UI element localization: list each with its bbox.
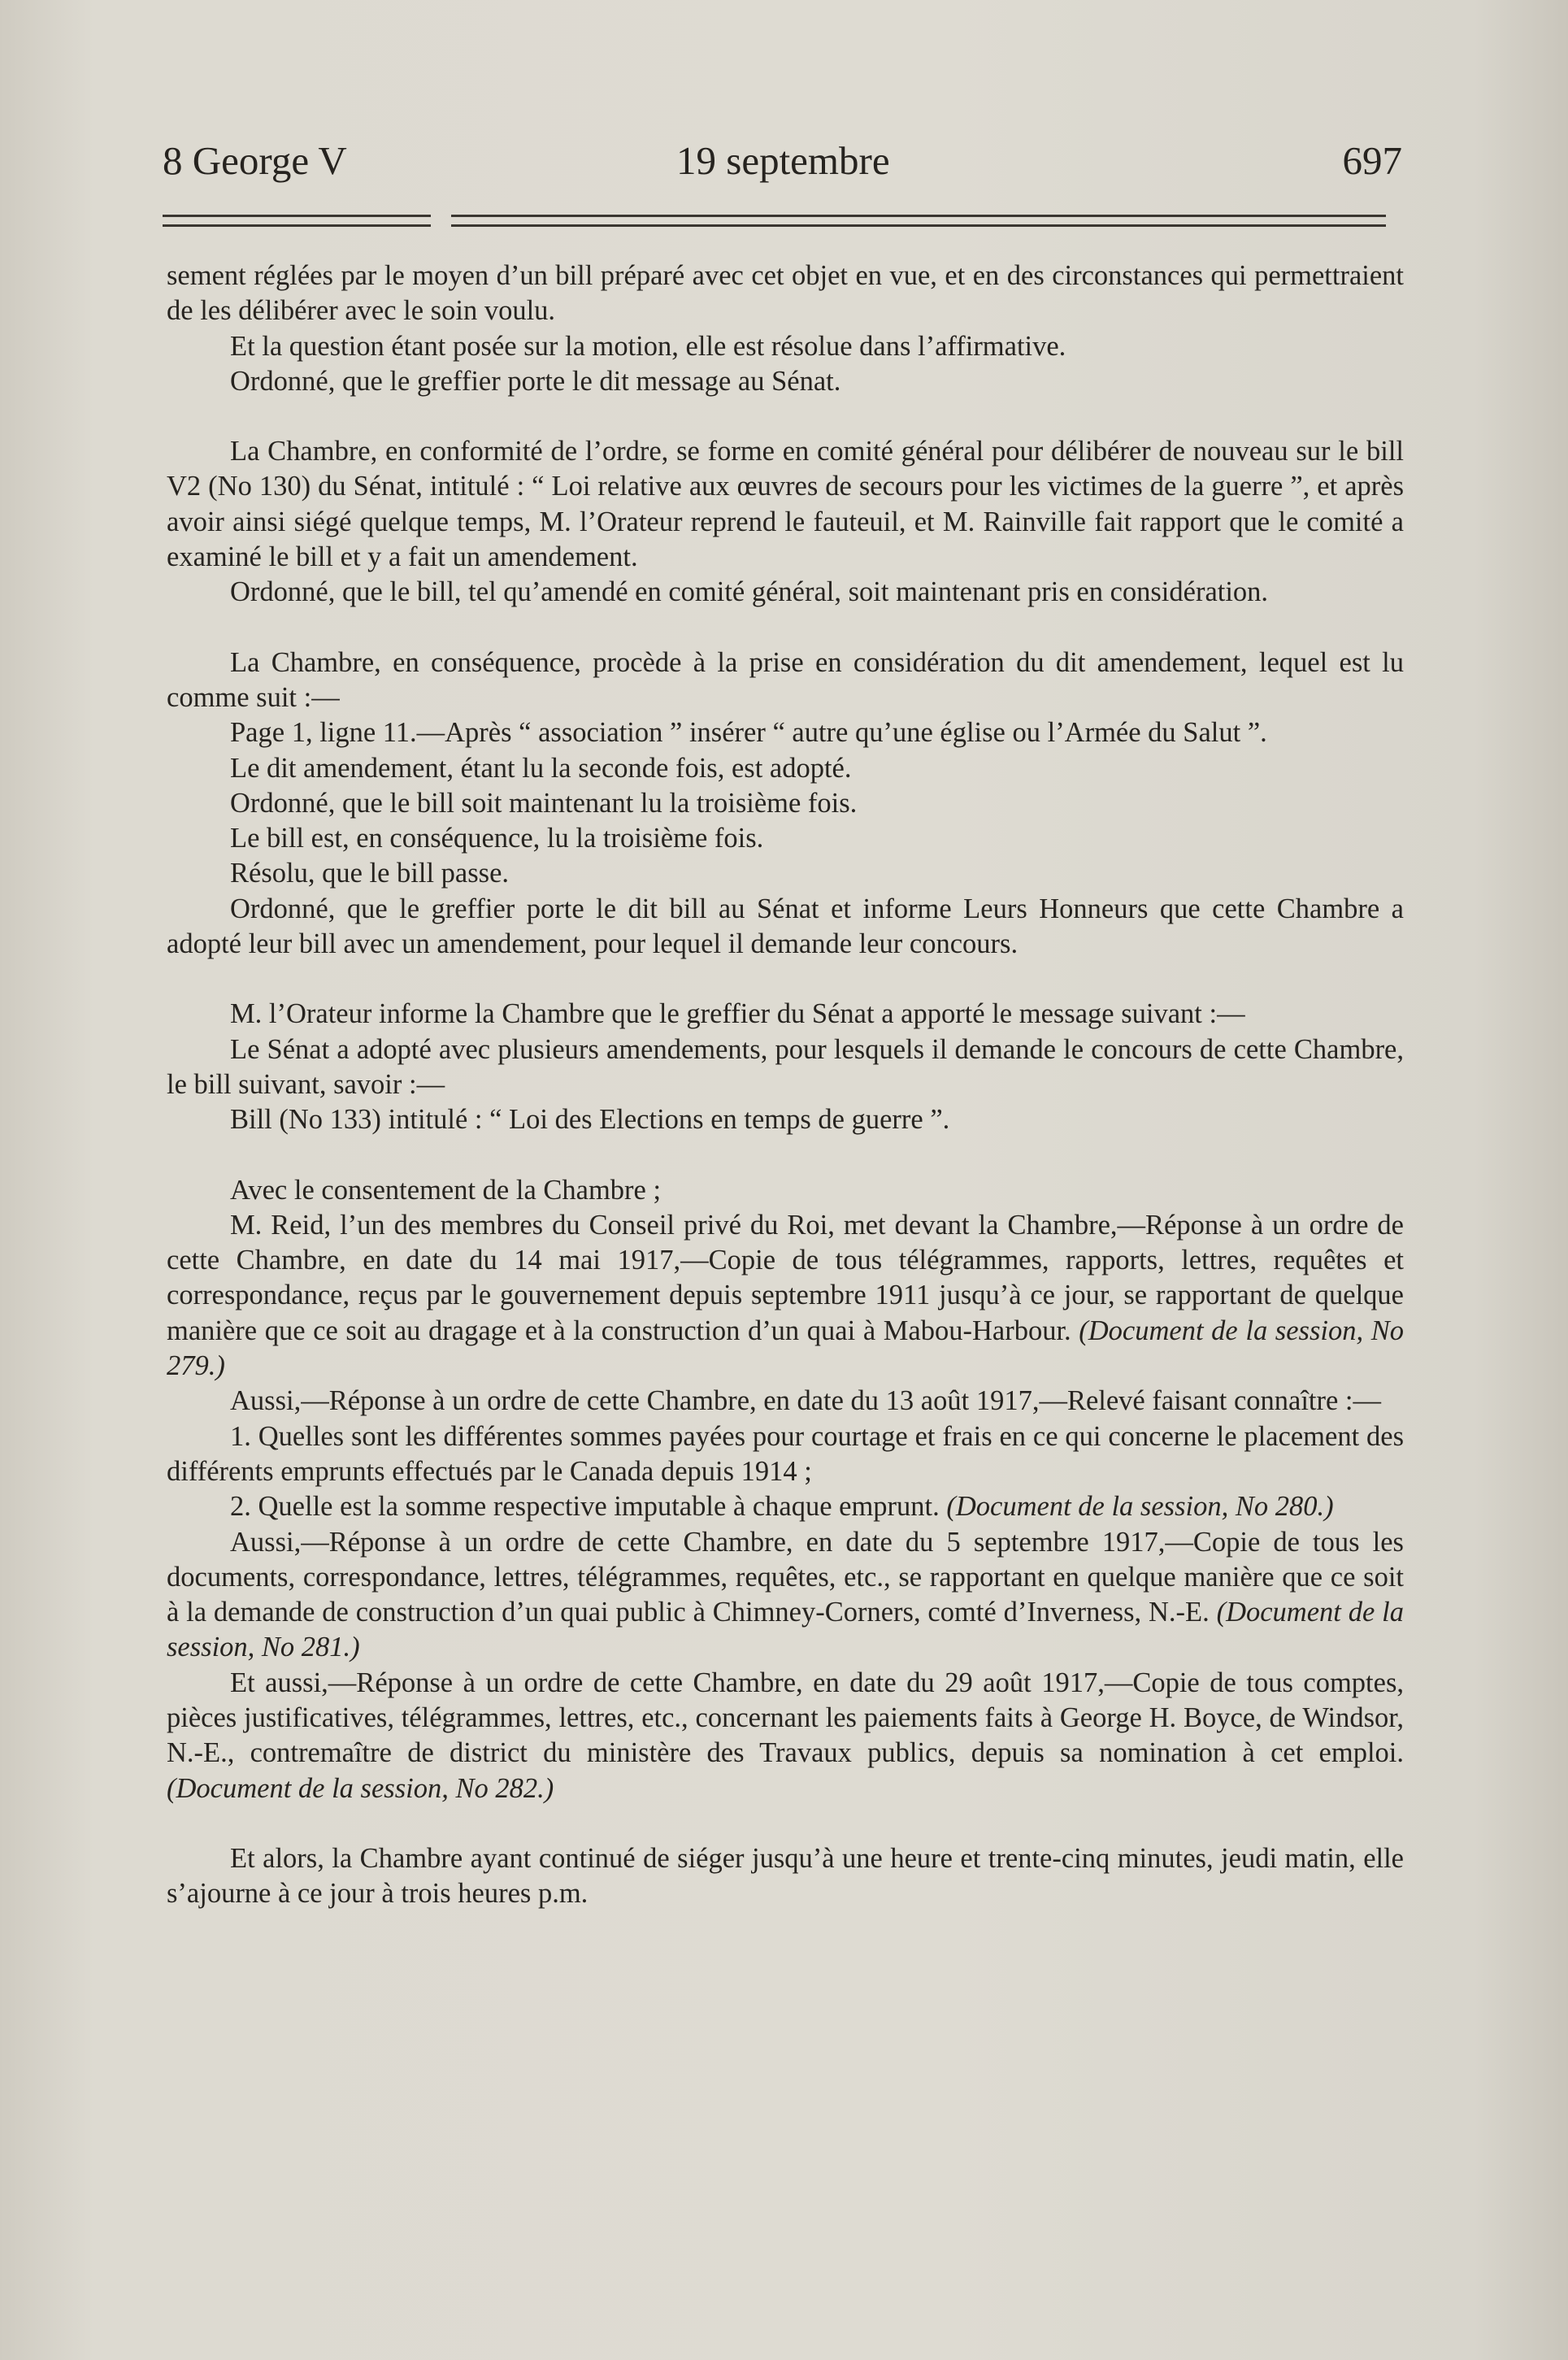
paragraph-text: Aussi,—Réponse à un ordre de cette Chambre, en date du 5 septembre 1917,—Copie de tous les documents, correspondance, lettres, télégrammes, requêtes, etc., se rapportant en quelque manière que ce soit à la demande de construction d’un quai public à Chimney-Corners, comté d’Inverness, N.-E.: [167, 1526, 1404, 1628]
paragraph-text: Et la question étant posée sur la motion, elle est résolue dans l’affirmative.: [230, 330, 1066, 362]
document-body: [167, 259, 1404, 1911]
session-document-reference: (Document de la session, No 282.): [167, 1772, 554, 1804]
paragraph-gap: [167, 1806, 1404, 1841]
header-regnal-year: 8 George V: [163, 138, 347, 183]
body-paragraph: [167, 1666, 1404, 1806]
paragraph-text: La Chambre, en conformité de l’ordre, se forme en comité général pour délibérer de nouveau sur le bill V2 (No 130) du Sénat, intitulé : “ Loi relative aux œuvres de secours pour les victimes de la guerre ”, et après avoir ainsi siégé quelque temps, M. l’Orateur reprend le fauteuil, et M. Rainville fait rapport que le comité a examiné le bill et y a fait un amendement.: [167, 436, 1404, 573]
page-number: 697: [1342, 138, 1402, 183]
body-paragraph: [167, 1841, 1404, 1912]
paragraph-text: Avec le consentement de la Chambre ;: [230, 1174, 662, 1206]
body-paragraph: [167, 821, 1404, 856]
paragraph-text: Le bill est, en conséquence, lu la troisième fois.: [230, 823, 764, 854]
body-paragraph: [167, 892, 1404, 963]
body-paragraph: [167, 645, 1404, 716]
session-document-reference: (Document de la session, No 281.): [167, 1597, 1404, 1663]
header-date: 19 septembre: [676, 138, 890, 183]
paragraph-text: M. Reid, l’un des membres du Conseil privé du Roi, met devant la Chambre,—Réponse à un ordre de cette Chambre, en date du 14 mai 1917,—Copie de tous télégrammes, rapports, lettres, requêtes et correspondance, reçus par le gouvernement depuis septembre 1911 jusqu’à ce jour, se rapportant de quelque manière que ce soit au dragage et à la construction d’un quai à Mabou-Harbour.: [167, 1209, 1404, 1346]
paragraph-text: Bill (No 133) intitulé : “ Loi des Elections en temps de guerre ”.: [230, 1104, 950, 1136]
body-paragraph: [167, 856, 1404, 891]
body-paragraph: [167, 1419, 1404, 1490]
body-paragraph: [167, 329, 1404, 364]
paragraph-gap: [167, 611, 1404, 645]
body-paragraph: [167, 1384, 1404, 1419]
paragraph-text: Ordonné, que le greffier porte le dit message au Sénat.: [230, 365, 841, 397]
body-paragraph: [167, 575, 1404, 610]
body-paragraph: [167, 1208, 1404, 1384]
body-paragraph: [167, 751, 1404, 786]
body-paragraph: [167, 1032, 1404, 1103]
paragraph-text: 1. Quelles sont les différentes sommes payées pour courtage et frais en ce qui concerne le placement des différents emprunts effectués par le Canada depuis 1914 ;: [167, 1420, 1404, 1487]
paragraph-text: Et alors, la Chambre ayant continué de siéger jusqu’à une heure et trente-cinq minutes, jeudi matin, elle s’ajourne à ce jour à trois heures p.m.: [167, 1842, 1404, 1910]
paragraph-text: sement réglées par le moyen d’un bill préparé avec cet objet en vue, et en des circonstances qui permettraient de les délibérer avec le soin voulu.: [167, 260, 1404, 327]
body-paragraph: [167, 1173, 1404, 1208]
paragraph-text: Le Sénat a adopté avec plusieurs amendements, pour lesquels il demande le concours de cette Chambre, le bill suivant, savoir :—: [167, 1033, 1404, 1100]
header-rule: [163, 213, 1386, 233]
session-document-reference: (Document de la session, No 280.): [946, 1491, 1334, 1523]
paragraph-text: Ordonné, que le bill soit maintenant lu la troisième fois.: [230, 787, 858, 819]
paragraph-text: M. l’Orateur informe la Chambre que le greffier du Sénat a apporté le message suivant :—: [230, 998, 1245, 1030]
running-header: [163, 137, 1402, 185]
body-paragraph: [167, 1489, 1404, 1524]
paragraph-text: Aussi,—Réponse à un ordre de cette Chambre, en date du 13 août 1917,—Relevé faisant connaître :—: [230, 1385, 1381, 1417]
paragraph-text: Résolu, que le bill passe.: [230, 858, 510, 889]
paragraph-text: Ordonné, que le bill, tel qu’amendé en comité général, soit maintenant pris en considération.: [230, 576, 1269, 608]
paragraph-text: Le dit amendement, étant lu la seconde fois, est adopté.: [230, 752, 852, 784]
body-paragraph: [167, 364, 1404, 399]
paragraph-text: Page 1, ligne 11.—Après “ association ” insérer “ autre qu’une église ou l’Armée du Salut ”.: [230, 717, 1267, 749]
paragraph-gap: [167, 1138, 1404, 1173]
paragraph-gap: [167, 962, 1404, 997]
session-document-reference: (Document de la session, No 279.): [167, 1315, 1404, 1382]
paragraph-text: Ordonné, que le greffier porte le dit bill au Sénat et informe Leurs Honneurs que cette Chambre a adopté leur bill avec un amendement, pour lequel il demande leur concours.: [167, 893, 1404, 960]
paragraph-text: 2. Quelle est la somme respective imputable à chaque emprunt.: [230, 1491, 940, 1523]
paragraph-text: La Chambre, en conséquence, procède à la prise en considération du dit amendement, lequel est lu comme suit :—: [167, 646, 1404, 713]
body-paragraph: [167, 715, 1404, 750]
body-paragraph: [167, 434, 1404, 575]
body-paragraph: [167, 1525, 1404, 1666]
body-paragraph: [167, 1102, 1404, 1137]
body-paragraph: [167, 997, 1404, 1032]
body-paragraph: [167, 259, 1404, 329]
body-paragraph: [167, 786, 1404, 821]
paragraph-gap: [167, 399, 1404, 434]
paragraph-text: Et aussi,—Réponse à un ordre de cette Chambre, en date du 29 août 1917,—Copie de tous comptes, pièces justificatives, télégrammes, lettres, etc., concernant les paiements faits à George H. Boyce, de Windsor, N.-E., contremaître de district du ministère des Travaux publics, depuis sa nomination à cet emploi.: [167, 1667, 1404, 1769]
